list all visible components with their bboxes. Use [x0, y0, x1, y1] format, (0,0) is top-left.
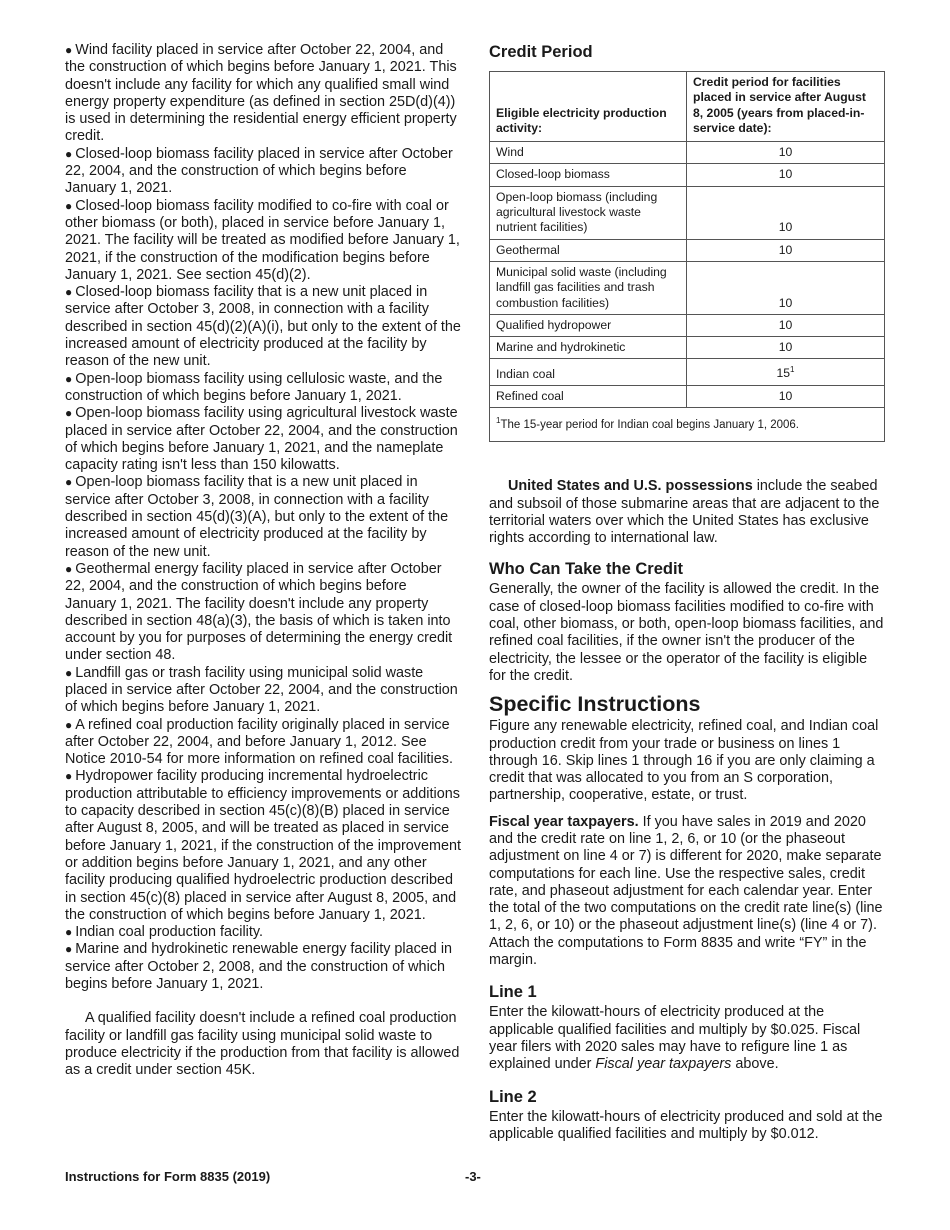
table-row: [490, 314, 885, 336]
activity-cell: Qualified hydropower: [490, 314, 687, 336]
years-cell: [687, 239, 885, 261]
footer-form-name: Instructions for Form 8835 (2019): [65, 1169, 271, 1184]
years-cell: [687, 314, 885, 336]
us-possessions-paragraph: [489, 478, 885, 547]
table-header-row: [490, 72, 885, 142]
facility-bullet: [65, 561, 461, 665]
facility-bullet: [65, 941, 461, 993]
table-row: [490, 385, 885, 407]
line1-text: [489, 1004, 885, 1073]
years-cell: [687, 164, 885, 186]
activity-column-header: Eligible electricity production activity:: [490, 72, 687, 142]
bullet-text: A refined coal production facility originally placed in service after October 22, 2004, and before January 1, 2012. See Notice 2010-54 for more information on refined coal facilities.: [65, 716, 453, 768]
table-footnote: [490, 408, 885, 442]
left-column: [65, 42, 461, 1080]
bullet-icon: ●: [65, 665, 73, 680]
credit-period-heading: Credit Period: [489, 43, 593, 61]
facility-bullet: [65, 42, 461, 146]
years-cell: [687, 142, 885, 164]
facility-bullet: [65, 665, 461, 717]
table-row: [490, 142, 885, 164]
specific-instructions-heading: Specific Instructions: [489, 692, 701, 717]
fiscal-year-paragraph: [489, 814, 885, 970]
bullet-text: Landfill gas or trash facility using municipal solid waste placed in service after October 22, 2004, and the construction of which begins before January 1, 2021.: [65, 664, 458, 716]
bullet-icon: ●: [65, 285, 73, 300]
activity-cell: Wind: [490, 142, 687, 164]
qualified-facility-list: [65, 42, 461, 993]
bullet-icon: ●: [65, 146, 73, 161]
bullet-text: Geothermal energy facility placed in service after October 22, 2004, and the construction of which begins before January 1, 2021. The facility doesn't include any property described in section 48(a)(3), the basis of which is taken into account by you for purposes of determining the energy credit under section 48.: [65, 560, 453, 664]
years-value: 10: [778, 295, 793, 310]
closing-paragraph: A qualified facility doesn't include a refined coal production facility or landfill gas facility using municipal solid waste to produce electricity if the production from that facility is allowed as a credit under section 45K.: [65, 1010, 460, 1079]
credit-period-column-header: Credit period for facilities placed in service after August 8, 2005 (years from placed-in-service date):: [687, 72, 885, 142]
bullet-text: Marine and hydrokinetic renewable energy facility placed in service after October 2, 2008, and the construction of which begins before January 1, 2021.: [65, 941, 453, 993]
bullet-text: Closed-loop biomass facility modified to co-fire with coal or other biomass (or both), placed in service before January 1, 2021. The facility will be treated as modified before January 1, 2021, if the construction of the modification begins before January 1, 2021. See section 45(d)(2).: [65, 197, 460, 283]
years-value: 15: [776, 366, 791, 381]
years-cell: [687, 385, 885, 407]
years-value: 10: [778, 242, 793, 257]
bullet-text: Indian coal production facility.: [75, 924, 263, 941]
activity-cell: Refined coal: [490, 385, 687, 407]
table-row: [490, 239, 885, 261]
bullet-icon: ●: [65, 475, 73, 490]
activity-cell: Geothermal: [490, 239, 687, 261]
years-value: 10: [778, 317, 793, 332]
table-row: [490, 261, 885, 314]
facility-bullet: [65, 198, 461, 284]
facility-bullet: [65, 717, 461, 769]
bullet-icon: ●: [65, 406, 73, 421]
facility-bullet: [65, 284, 461, 370]
bullet-text: Closed-loop biomass facility placed in service after October 22, 2004, and the construction of which begins before January 1, 2021.: [65, 145, 453, 197]
facility-bullet: [65, 405, 461, 474]
activity-cell: Closed-loop biomass: [490, 164, 687, 186]
facility-bullet: [65, 371, 461, 406]
us-possessions-text: include the seabed and subsoil of those submarine areas that are adjacent to the territorial waters over which the United States has exclusive rights according to international law.: [489, 478, 880, 547]
footnote-row: [490, 408, 885, 442]
years-value: 10: [778, 388, 793, 403]
facility-bullet: [65, 924, 461, 941]
bullet-text: Wind facility placed in service after October 22, 2004, and the construction of which begins before January 1, 2021. This doesn't include any facility for which any qualified small wind energy property expenditure (as defined in section 25D(d)(4)) is used in determining the residential energy efficient property credit.: [65, 42, 457, 145]
footnote-mark: 1: [496, 416, 501, 426]
years-value: 10: [778, 340, 793, 355]
table-row: [490, 337, 885, 359]
years-value: 10: [778, 220, 793, 235]
bullet-icon: ●: [65, 43, 73, 57]
activity-cell: Open-loop biomass (including agricultural livestock waste nutrient facilities): [490, 186, 687, 239]
footer-page-number: -3-: [465, 1169, 481, 1184]
facility-bullet: [65, 768, 461, 924]
bullet-text: Open-loop biomass facility using agricultural livestock waste placed in service after October 22, 2004, and the construction of which begins before January 1, 2021, and the nameplate capacity rating isn't less than 150 kilowatts.: [65, 405, 458, 474]
bullet-text: Hydropower facility producing incremental hydroelectric production attributable to efficiency improvements or additions to capacity described in section 45(c)(8)(B) placed in service after August 8, 2005, and will be treated as placed in service before January 1, 2021, if the construction of the improvement or addition begins before January 1, 2021, and any other facility producing qualified hydroelectric production described in section 45(c)(8) placed in service after August 8, 2005, and the construction of which begins before January 1, 2021.: [65, 768, 461, 923]
years-cell: [687, 337, 885, 359]
facility-bullet: [65, 146, 461, 198]
bullet-icon: ●: [65, 717, 73, 732]
line1-heading: Line 1: [489, 983, 537, 1002]
bullet-icon: ●: [65, 925, 73, 940]
bullet-icon: ●: [65, 371, 73, 386]
credit-period-table: [489, 71, 885, 442]
bullet-text: Open-loop biomass facility that is a new unit placed in service after October 3, 2008, in connection with a facility described in section 45(d)(3)(A), but only to the extent of the increased amount of electricity produced at the facility by reason of the new unit.: [65, 474, 449, 560]
years-footnote-mark: 1: [790, 365, 795, 375]
line2-text: Enter the kilowatt-hours of electricity produced and sold at the applicable qualified facilities and multiply by $0.012.: [489, 1108, 883, 1142]
bullet-icon: ●: [65, 942, 73, 957]
fiscal-year-lead: Fiscal year taxpayers.: [489, 813, 639, 830]
table-row: [490, 359, 885, 385]
bullet-icon: ●: [65, 561, 73, 576]
bullet-text: Closed-loop biomass facility that is a new unit placed in service after October 3, 2008, in connection with a facility described in section 45(d)(2)(A)(i), but only to the extent of the increased amount of electricity produced at the facility by reason of the new unit.: [65, 284, 461, 370]
who-can-take-heading: Who Can Take the Credit: [489, 560, 684, 579]
years-cell: [687, 261, 885, 314]
table-row: [490, 186, 885, 239]
credit-table-body: [490, 142, 885, 408]
us-possessions-lead: United States and U.S. possessions: [508, 478, 753, 495]
line1-text-b: above.: [731, 1056, 779, 1073]
activity-cell: Indian coal: [490, 359, 687, 385]
table-row: [490, 164, 885, 186]
bullet-icon: ●: [65, 198, 73, 213]
facility-bullet: [65, 474, 461, 560]
bullet-text: Open-loop biomass facility using cellulosic waste, and the construction of which begins before January 1, 2021.: [65, 370, 443, 404]
years-cell: [687, 186, 885, 239]
years-cell: [687, 359, 885, 385]
specific-instructions-text: Figure any renewable electricity, refined coal, and Indian coal production credit from your trade or business on lines 1 through 16. Skip lines 1 through 16 if you are only claiming a credit that was allocated to you from an S corporation, partnership, cooperative, estate, or trust.: [489, 718, 879, 804]
who-can-take-text: Generally, the owner of the facility is allowed the credit. In the case of closed-loop biomass facilities modified to co-fire with coal, other biomass, or both, open-loop biomass facilities, and refined coal facilities, if the owner isn't the producer of the electricity, the lessee or the operator of the facility is eligible for the credit.: [489, 581, 884, 684]
bullet-icon: ●: [65, 769, 73, 784]
line2-heading: Line 2: [489, 1087, 537, 1106]
activity-cell: Marine and hydrokinetic: [490, 337, 687, 359]
line1-text-italic: Fiscal year taxpayers: [595, 1056, 732, 1073]
activity-cell: Municipal solid waste (including landfill gas facilities and trash combustion facilities): [490, 261, 687, 314]
fiscal-year-text: If you have sales in 2019 and 2020 and the credit rate on line 1, 2, 6, or 10 (or the phaseout adjustment on line 4 or 7) is different for 2020, make separate computations for each line. Use the respective sales, credit rate, and phaseout adjustment for each calendar year. Enter the total of the two computations on the credit rate line(s) (line 1, 2, 6, or 10) or the phaseout adjustment line(s) (line 4 or 7). Attach the computations to Form 8835 and write “FY” in the margin.: [489, 813, 883, 969]
years-value: 10: [778, 167, 793, 182]
years-value: 10: [778, 145, 793, 160]
footnote-text: The 15-year period for Indian coal begins January 1, 2006.: [500, 418, 800, 431]
right-column: [489, 42, 885, 1143]
line1-text-a: Enter the kilowatt-hours of electricity produced at the applicable qualified facilities and multiply by $0.025. Fiscal year filers with 2020 sales may have to refigure line 1 as explained under: [489, 1004, 861, 1073]
